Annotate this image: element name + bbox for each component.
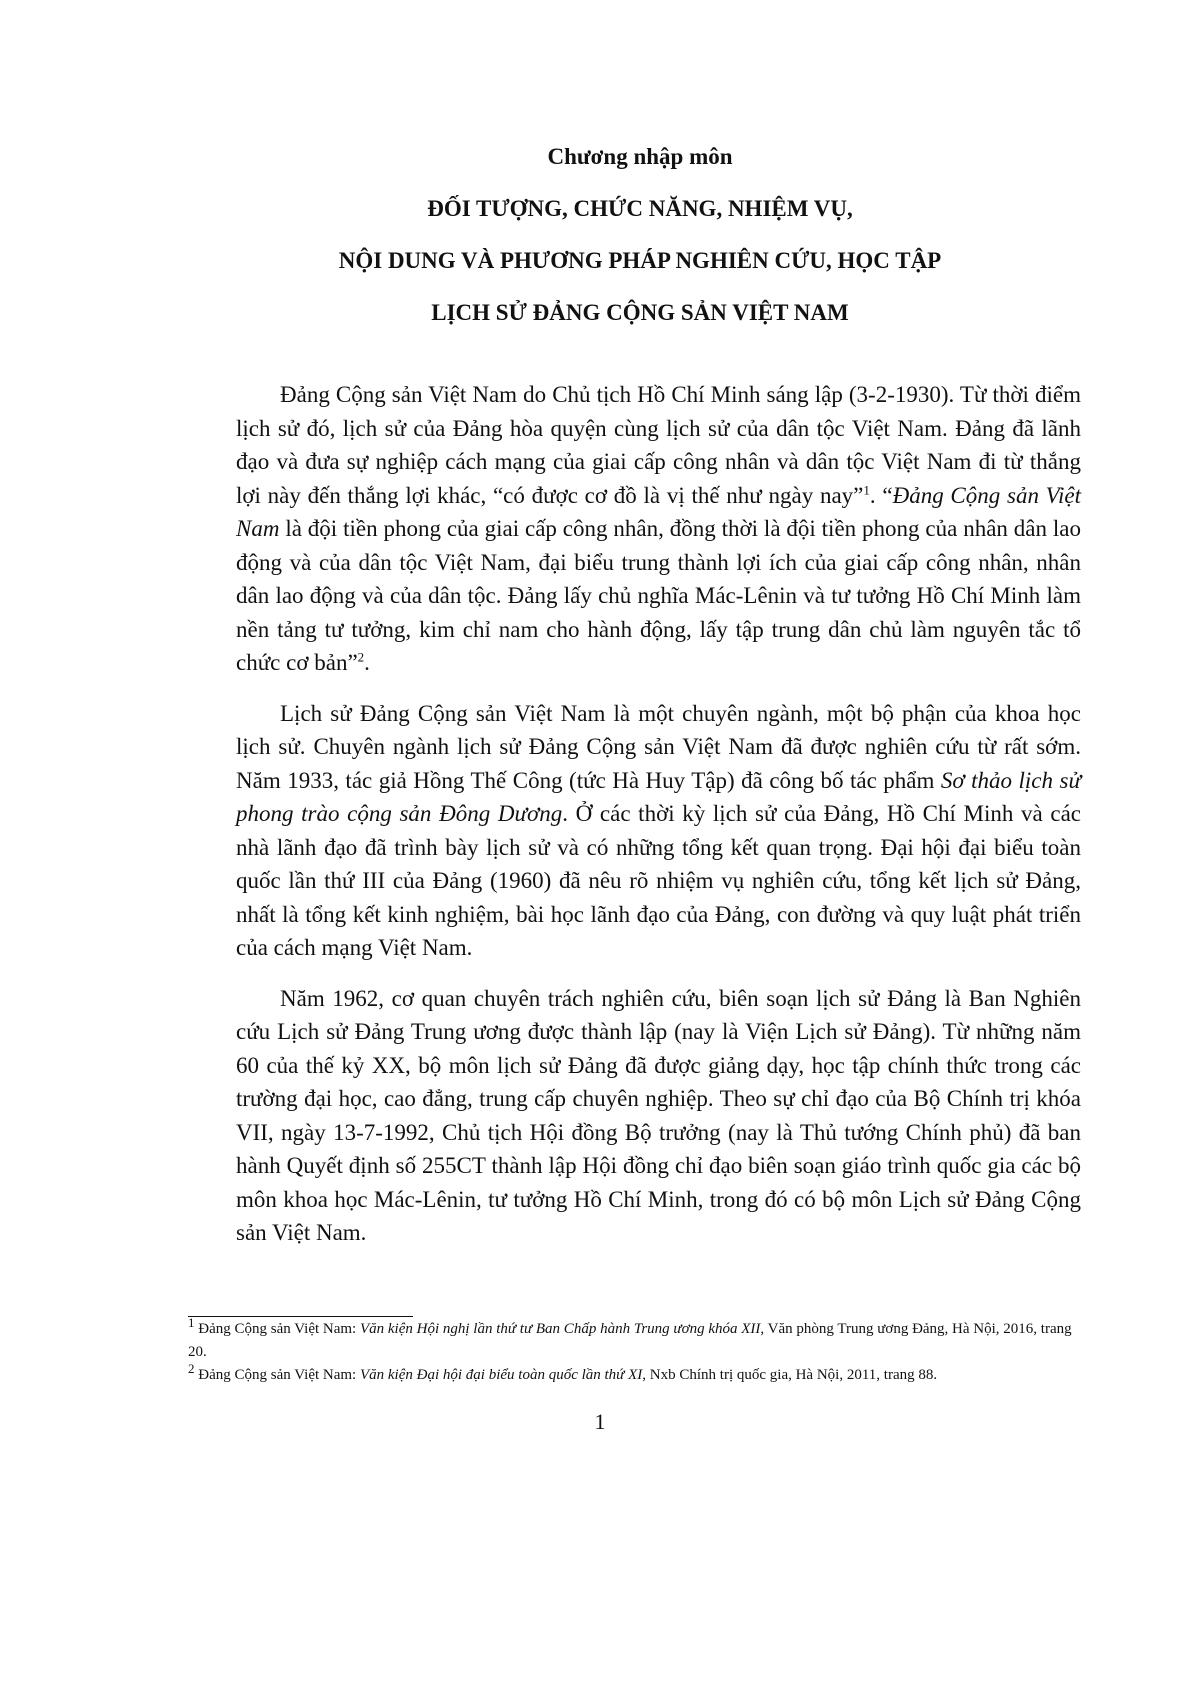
body-text bbox=[236, 378, 1081, 1264]
title-line-3: LỊCH SỬ ĐẢNG CỘNG SẢN VIỆT NAM bbox=[431, 300, 849, 325]
paragraph-1-text-d: . bbox=[364, 650, 370, 675]
paragraph-2-italic: Sơ thảo lịch sử phong trào cộng sản Đông Dương bbox=[236, 767, 1081, 826]
footnote-2-suffix: , Nxb Chính trị quốc gia, Hà Nội, 2011, trang 88. bbox=[642, 1367, 938, 1383]
page-number: 1 bbox=[594, 1409, 606, 1434]
paragraph-2 bbox=[236, 697, 1081, 965]
footnote-2-prefix: Đảng Cộng sản Việt Nam: bbox=[198, 1367, 360, 1383]
footnote-1-prefix: Đảng Cộng sản Việt Nam: bbox=[198, 1321, 360, 1337]
footnote-1-suffix: , Văn phòng Trung ương Đảng, Hà Nội, 2016, trang 20. bbox=[188, 1321, 1072, 1360]
footnote-1-italic: Văn kiện Hội nghị lần thứ tư Ban Chấp hành Trung ương khóa XII bbox=[359, 1321, 761, 1337]
title-line-1: ĐỐI TƯỢNG, CHỨC NĂNG, NHIỆM VỤ, bbox=[427, 196, 853, 221]
footnote-2-number: 2 bbox=[188, 1361, 195, 1376]
title-line-2: NỘI DUNG VÀ PHƯƠNG PHÁP NGHIÊN CỨU, HỌC TẬP bbox=[338, 248, 942, 273]
footnote-2 bbox=[188, 1361, 1093, 1387]
paragraph-1-text-c: là đội tiền phong của giai cấp công nhân, đồng thời là đội tiền phong của nhân dân lao động và của dân tộc Việt Nam, đại biểu trung thành lợi ích của giai cấp công nhân, nhân dân lao động và của dân tộc. Đảng lấy chủ nghĩa Mác-Lênin và tư tưởng Hồ Chí Minh làm nền tảng tư tưởng, kim chỉ nam cho hành động, lấy tập trung dân chủ làm nguyên tắc tổ chức cơ bản” bbox=[236, 516, 1081, 675]
footnote-separator bbox=[188, 1316, 413, 1317]
paragraph-1-text-b: . “ bbox=[869, 482, 893, 508]
paragraph-2-text-b: . Ở các thời kỳ lịch sử của Đảng, Hồ Chí Minh và các nhà lãnh đạo đã trình bày lịch sử và có những tổng kết quan trọng. Đại hội đại biểu toàn quốc lần thứ III của Đảng (1960) đã nêu rõ nhiệm vụ nghiên cứu, tổng kết lịch sử Đảng, nhất là tổng kết kinh nghiệm, bài học lãnh đạo của Đảng, con đường và quy luật phát triển của cách mạng Việt Nam. bbox=[236, 801, 1081, 960]
paragraph-3: Năm 1962, cơ quan chuyên trách nghiên cứu, biên soạn lịch sử Đảng là Ban Nghiên cứu Lịch sử Đảng Trung ương được thành lập (nay là Viện Lịch sử Đảng). Từ những năm 60 của thế kỷ XX, bộ môn lịch sử Đảng đã được giảng dạy, học tập chính thức trong các trường đại học, cao đẳng, trung cấp chuyên nghiệp. Theo sự chỉ đạo của Bộ Chính trị khóa VII, ngày 13-7-1992, Chủ tịch Hội đồng Bộ trưởng (nay là Thủ tướng Chính phủ) đã ban hành Quyết định số 255CT thành lập Hội đồng chỉ đạo biên soạn giáo trình quốc gia các bộ môn khoa học Mác-Lênin, tư tưởng Hồ Chí Minh, trong đó có bộ môn Lịch sử Đảng Cộng sản Việt Nam. bbox=[236, 985, 1081, 1245]
footnote-ref-1: 1 bbox=[863, 481, 870, 497]
chapter-label: Chương nhập môn bbox=[547, 144, 733, 169]
paragraph-1-text-a: Đảng Cộng sản Việt Nam do Chủ tịch Hồ Chí Minh sáng lập (3-2-1930). Từ thời điểm lịch sử đó, lịch sử của Đảng hòa quyện cùng lịch sử của dân tộc Việt Nam. Đảng đã lãnh đạo và đưa sự nghiệp cách mạng của giai cấp công nhân và dân tộc Việt Nam đi từ thắng lợi này đến thắng lợi khác, “có được cơ đồ là vị thế như ngày nay” bbox=[236, 382, 1081, 508]
footnote-1 bbox=[188, 1315, 1093, 1364]
chapter-heading bbox=[150, 142, 1130, 350]
footnote-2-italic: Văn kiện Đại hội đại biểu toàn quốc lần thứ XI bbox=[359, 1367, 643, 1383]
footnote-1-number: 1 bbox=[188, 1315, 195, 1330]
footnotes bbox=[188, 1315, 1093, 1387]
paragraph-1 bbox=[236, 378, 1081, 680]
paragraph-2-text-a: Lịch sử Đảng Cộng sản Việt Nam là một chuyên ngành, một bộ phận của khoa học lịch sử. Chuyên ngành lịch sử Đảng Cộng sản Việt Nam đã được nghiên cứu từ rất sớm. Năm 1933, tác giả Hồng Thế Công (tức Hà Huy Tập) đã công bố tác phẩm bbox=[236, 700, 1081, 793]
footnote-ref-2: 2 bbox=[357, 649, 365, 665]
paragraph-1-italic: Đảng Cộng sản Việt Nam bbox=[236, 482, 1082, 541]
